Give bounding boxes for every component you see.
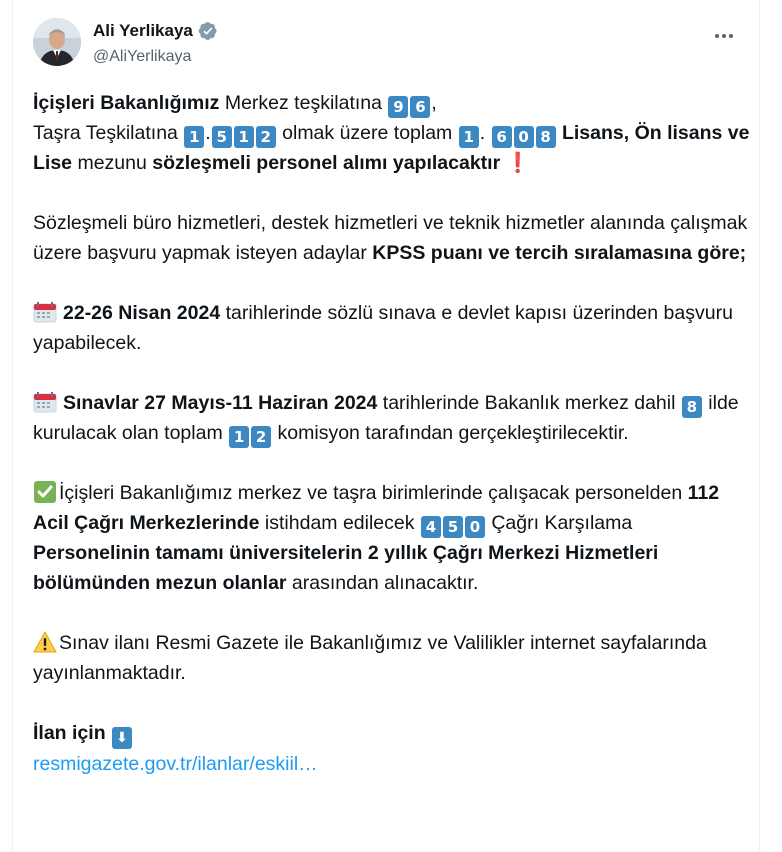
keycap-digit: 0 xyxy=(514,126,534,148)
tweet-paragraph-2 xyxy=(33,208,753,268)
tweet-paragraph-3 xyxy=(33,298,753,358)
text: Çağrı Karşılama xyxy=(485,512,633,534)
keycap-digit: 1 xyxy=(184,126,204,148)
text-bold: Lisans, Ön lisans ve Lise xyxy=(33,122,750,174)
text: Merkez teşkilatına xyxy=(219,92,388,114)
exclamation-icon: ❗ xyxy=(505,151,530,174)
text: komisyon tarafından gerçekleştirilecektir. xyxy=(272,422,629,444)
keycap-digit: 8 xyxy=(536,126,556,148)
tweet-paragraph-6 xyxy=(33,628,753,688)
tweet-paragraph-4 xyxy=(33,388,753,448)
text: , xyxy=(431,92,437,114)
text: istihdam edilecek xyxy=(259,512,420,534)
text-bold: İçişleri Bakanlığımız xyxy=(33,92,220,114)
keycap-digit: 1 xyxy=(229,426,249,448)
text: arasından alınacaktır. xyxy=(286,572,479,594)
calendar-icon xyxy=(33,301,57,323)
text: İçişleri Bakanlığımız merkez ve taşra birimlerinde çalışacak personelden xyxy=(59,482,688,504)
keycap-digit: 6 xyxy=(410,96,430,118)
text: ilde kurulacak olan toplam xyxy=(33,392,739,444)
text: . xyxy=(479,122,486,144)
author-display-name[interactable] xyxy=(93,20,218,42)
check-mark-icon xyxy=(33,481,57,503)
keycap-digit: 5 xyxy=(212,126,232,148)
keycap-digit: 4 xyxy=(421,516,441,538)
tweet-paragraph-1 xyxy=(33,88,753,178)
text-bold: 22-26 Nisan 2024 xyxy=(63,302,221,324)
keycap-digit: 2 xyxy=(256,126,276,148)
author-names xyxy=(93,20,218,68)
tweet-text xyxy=(33,88,753,779)
tweet-header xyxy=(33,18,743,70)
tweet-paragraph-5 xyxy=(33,478,753,598)
resmi-gazete-link[interactable]: resmigazete.gov.tr/ilanlar/eskiil… xyxy=(33,753,318,775)
text-bold: Personelinin tamamı üniversitelerin 2 yıllık Çağrı Merkezi Hizmetleri bölümünden mezun olanlar xyxy=(33,542,659,594)
text: Taşra Teşkilatına xyxy=(33,122,184,144)
text: tarihlerinde sözlü sınava e devlet kapısı üzerinden başvuru yapabilecek. xyxy=(33,302,733,354)
keycap-digit: 1 xyxy=(459,126,479,148)
text-bold: sözleşmeli personel alımı yapılacaktır xyxy=(152,152,501,174)
text: tarihlerinde Bakanlık merkez dahil xyxy=(377,392,681,414)
keycap-digit: 2 xyxy=(251,426,271,448)
avatar[interactable] xyxy=(33,18,81,66)
keycap-digit: 8 xyxy=(682,396,702,418)
tweet-card xyxy=(12,0,760,852)
keycap-digit: 6 xyxy=(492,126,512,148)
down-arrow-icon: ⬇ xyxy=(112,727,132,749)
text-bold: 112 Acil Çağrı Merkezlerinde xyxy=(33,482,720,534)
keycap-digit: 5 xyxy=(443,516,463,538)
author-handle[interactable]: @AliYerlikaya xyxy=(93,48,192,65)
display-name-text[interactable]: Ali Yerlikaya xyxy=(93,21,193,40)
keycap-digit: 9 xyxy=(388,96,408,118)
calendar-icon xyxy=(33,391,57,413)
text: Sınav ilanı Resmi Gazete ile Bakanlığımız ve Valilikler internet sayfalarında yayınlanmaktadır. xyxy=(33,632,707,684)
tweet-paragraph-7 xyxy=(33,718,753,779)
keycap-digit: 0 xyxy=(465,516,485,538)
text-bold: Sınavlar 27 Mayıs-11 Haziran 2024 xyxy=(63,392,378,414)
keycap-digit: 1 xyxy=(234,126,254,148)
verified-badge-icon xyxy=(198,21,218,41)
text-bold: KPSS puanı ve tercih sıralamasına göre; xyxy=(372,242,747,264)
text: Sözleşmeli büro hizmetleri, destek hizmetleri ve teknik hizmetler alanında çalışmak üzere başvuru yapmak isteyen adaylar xyxy=(33,212,748,264)
text: olmak üzere toplam xyxy=(282,122,458,144)
text-bold: İlan için xyxy=(33,722,112,744)
text: . xyxy=(205,122,211,144)
text: mezunu xyxy=(72,152,153,174)
more-dots-icon[interactable] xyxy=(709,24,739,48)
warning-icon xyxy=(33,631,57,653)
